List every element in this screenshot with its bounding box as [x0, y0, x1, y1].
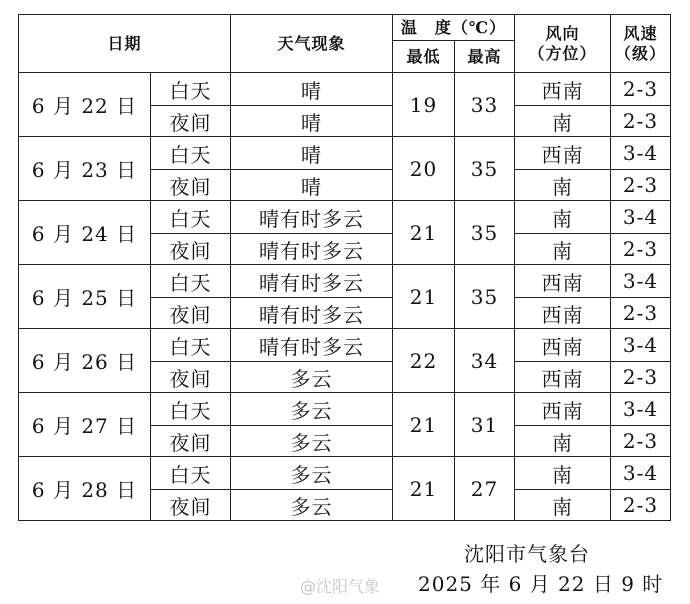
- weather-day: 晴: [231, 73, 393, 106]
- forecast-row-day: [19, 265, 671, 298]
- wind-dir-day: 西南: [515, 73, 611, 106]
- wind-speed-day: 3-4: [611, 329, 671, 362]
- temp-min-cell: 21: [393, 265, 455, 329]
- wind-speed-day: 3-4: [611, 457, 671, 490]
- forecast-row-day: [19, 457, 671, 490]
- period-day: 白天: [151, 329, 231, 362]
- date-cell: 6 月 27 日: [19, 393, 151, 457]
- weather-night: 多云: [231, 490, 393, 521]
- period-night: 夜间: [151, 426, 231, 457]
- wind-speed-day: 2-3: [611, 73, 671, 106]
- temp-max-cell: 35: [455, 265, 515, 329]
- wind-speed-night: 2-3: [611, 234, 671, 265]
- temp-min-cell: 21: [393, 457, 455, 521]
- period-day: 白天: [151, 393, 231, 426]
- weather-night: 晴: [231, 170, 393, 201]
- period-night: 夜间: [151, 298, 231, 329]
- temp-max-cell: 35: [455, 137, 515, 201]
- wind-speed-day: 3-4: [611, 393, 671, 426]
- temp-max-cell: 27: [455, 457, 515, 521]
- temp-min-cell: 19: [393, 73, 455, 137]
- wind-speed-day: 3-4: [611, 137, 671, 170]
- header-wind-speed: 风速 （级）: [611, 15, 671, 73]
- wind-dir-day: 南: [515, 201, 611, 234]
- period-night: 夜间: [151, 362, 231, 393]
- header-temp-max: 最高: [455, 41, 515, 73]
- wind-dir-night: 西南: [515, 362, 611, 393]
- forecast-row-day: [19, 73, 671, 106]
- weather-day: 晴有时多云: [231, 265, 393, 298]
- wind-dir-night: 南: [515, 106, 611, 137]
- date-cell: 6 月 28 日: [19, 457, 151, 521]
- forecast-row-day: [19, 329, 671, 362]
- wind-speed-night: 2-3: [611, 426, 671, 457]
- forecast-table: [18, 14, 671, 521]
- weather-night: 多云: [231, 426, 393, 457]
- forecast-body: [19, 73, 671, 521]
- period-night: 夜间: [151, 490, 231, 521]
- weather-day: 多云: [231, 457, 393, 490]
- period-day: 白天: [151, 457, 231, 490]
- wind-dir-day: 西南: [515, 393, 611, 426]
- footer-issue-time: 2025 年 6 月 22 日 9 时: [418, 572, 664, 596]
- wind-speed-night: 2-3: [611, 362, 671, 393]
- wind-dir-day: 西南: [515, 329, 611, 362]
- wind-dir-day: 西南: [515, 137, 611, 170]
- footer-organization: 沈阳市气象台: [464, 542, 590, 566]
- weather-night: 晴: [231, 106, 393, 137]
- wind-dir-night: 南: [515, 426, 611, 457]
- period-day: 白天: [151, 201, 231, 234]
- temp-max-cell: 31: [455, 393, 515, 457]
- date-cell: 6 月 25 日: [19, 265, 151, 329]
- weather-night: 晴有时多云: [231, 234, 393, 265]
- weather-day: 晴有时多云: [231, 201, 393, 234]
- temp-min-cell: 20: [393, 137, 455, 201]
- wind-dir-night: 西南: [515, 298, 611, 329]
- temp-min-cell: 22: [393, 329, 455, 393]
- temp-max-cell: 35: [455, 201, 515, 265]
- weather-day: 多云: [231, 393, 393, 426]
- period-night: 夜间: [151, 170, 231, 201]
- wind-speed-night: 2-3: [611, 298, 671, 329]
- wind-dir-night: 南: [515, 490, 611, 521]
- date-cell: 6 月 24 日: [19, 201, 151, 265]
- weather-day: 晴有时多云: [231, 329, 393, 362]
- header-wind-direction: 风向 （方位）: [515, 15, 611, 73]
- wind-speed-day: 3-4: [611, 265, 671, 298]
- wind-dir-day: 西南: [515, 265, 611, 298]
- period-night: 夜间: [151, 234, 231, 265]
- header-temp-min: 最低: [393, 41, 455, 73]
- header-temperature: 温 度（℃）: [393, 15, 515, 41]
- wind-speed-night: 2-3: [611, 106, 671, 137]
- forecast-row-day: [19, 137, 671, 170]
- forecast-row-day: [19, 393, 671, 426]
- weather-night: 晴有时多云: [231, 298, 393, 329]
- date-cell: 6 月 23 日: [19, 137, 151, 201]
- wind-dir-day: 南: [515, 457, 611, 490]
- wind-speed-day: 3-4: [611, 201, 671, 234]
- header-date: 日期: [19, 15, 231, 73]
- temp-min-cell: 21: [393, 393, 455, 457]
- temp-min-cell: 21: [393, 201, 455, 265]
- period-night: 夜间: [151, 106, 231, 137]
- wind-speed-night: 2-3: [611, 490, 671, 521]
- forecast-row-day: [19, 201, 671, 234]
- wind-dir-night: 南: [515, 234, 611, 265]
- period-day: 白天: [151, 265, 231, 298]
- date-cell: 6 月 26 日: [19, 329, 151, 393]
- date-cell: 6 月 22 日: [19, 73, 151, 137]
- weather-night: 多云: [231, 362, 393, 393]
- weather-day: 晴: [231, 137, 393, 170]
- watermark: @沈阳气象: [300, 577, 381, 596]
- period-day: 白天: [151, 73, 231, 106]
- wind-speed-night: 2-3: [611, 170, 671, 201]
- header-weather: 天气现象: [231, 15, 393, 73]
- period-day: 白天: [151, 137, 231, 170]
- temp-max-cell: 34: [455, 329, 515, 393]
- temp-max-cell: 33: [455, 73, 515, 137]
- wind-dir-night: 南: [515, 170, 611, 201]
